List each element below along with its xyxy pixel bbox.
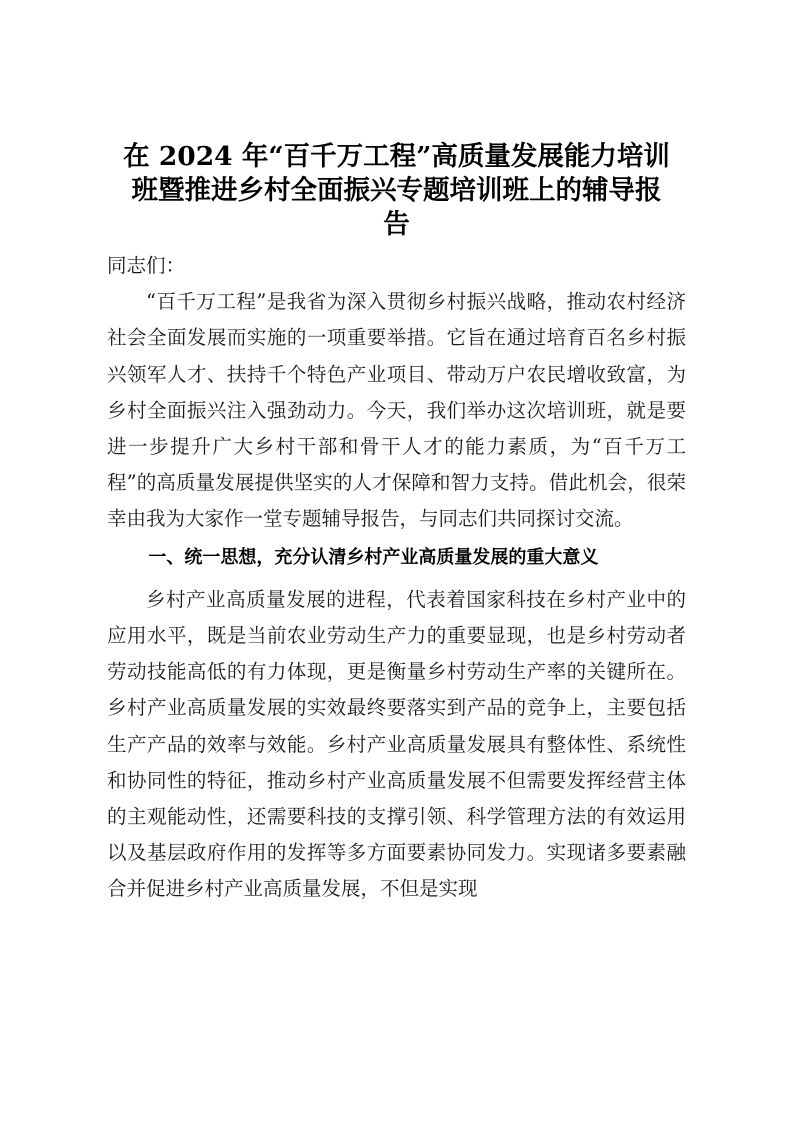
title-line-1: 在 2024 年“百千万工程”高质量发展能力培训 bbox=[123, 141, 670, 172]
intro-paragraph: “百千万工程”是我省为深入贯彻乡村振兴战略，推动农村经济社会全面发展而实施的一项重要举措。它旨在通过培育百名乡村振兴领军人才、扶持千个特色产业项目、带动万户农民增收致富，为乡村全面振兴注入强劲动力。今天，我们举办这次培训班，就是要进一步提升广大乡村干部和骨干人才的能力素质，为“百千万工程”的高质量发展提供坚实的人才保障和智力支持。借此机会，很荣幸由我为大家作一堂专题辅导报告，与同志们共同探讨交流。 bbox=[107, 290, 686, 531]
document-title bbox=[103, 140, 690, 242]
title-line-2: 班暨推进乡村全面振兴专题培训班上的辅导报 bbox=[131, 175, 662, 206]
salutation: 同志们： bbox=[107, 254, 186, 277]
document-body bbox=[107, 248, 686, 908]
section-paragraph: 乡村产业高质量发展的进程，代表着国家科技在乡村产业中的应用水平，既是当前农业劳动生产力的重要显现，也是乡村劳动者劳动技能高低的有力体现，更是衡量乡村劳动生产率的关键所在。乡村产业高质量发展的实效最终要落实到产品的竞争上，主要包括生产产品的效率与效能。乡村产业高质量发展具有整体性、系统性和协同性的特征，推动乡村产业高质量发展不但需要发挥经营主体的主观能动性，还需要科技的支撑引领、科学管理方法的有效运用以及基层政府作用的发挥等多方面要素协同发力。实现诸多要素融合并促进乡村产业高质量发展，不但是实现 bbox=[107, 587, 686, 901]
title-line-3: 告 bbox=[383, 209, 410, 240]
section-heading: 一、统一思想，充分认清乡村产业高质量发展的重大意义 bbox=[148, 546, 599, 568]
